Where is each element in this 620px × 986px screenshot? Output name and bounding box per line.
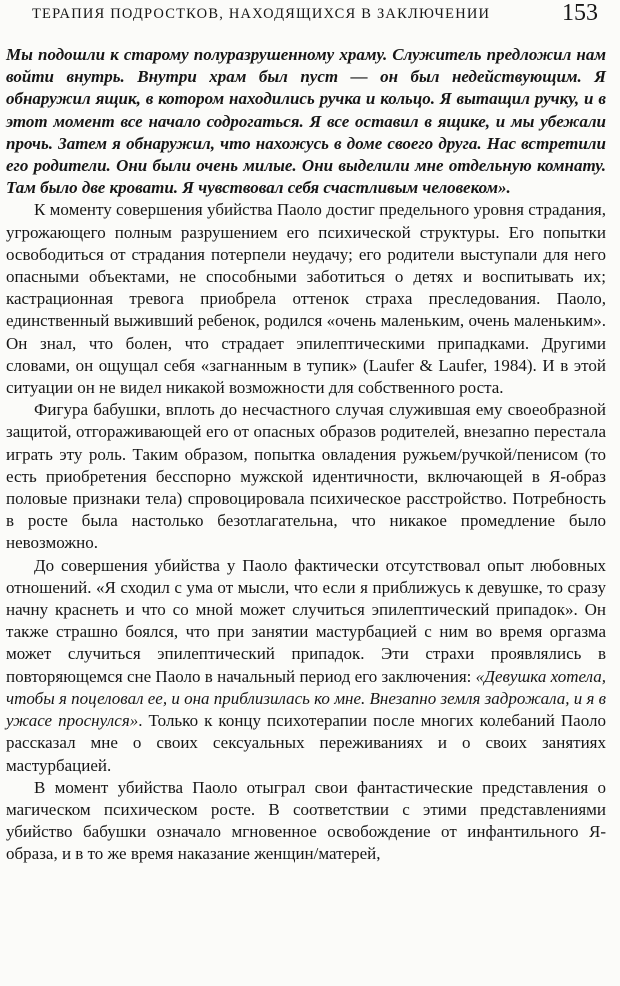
paragraph-2: К моменту совершения убийства Паоло достиг предельного уровня страдания, угрожающего полным разрушением его психической структуры. Его попытки освободиться от страдания потерпели неудачу; его родители выступали для него опасными объектами, не способными заботиться о детях и воспитывать их; кастрационная тревога приобрела оттенок страха преследования. Паоло, единственный выживший ребенок, родился «очень маленьким, очень маленьким». Он знал, что болен, что страдает эпилептическими припадками. Другими словами, он ощущал себя «загнанным в тупик» (Laufer & Laufer, 1984). И в этой ситуации он не видел никакой возможности для собственного роста. (6, 200, 606, 398)
paragraph-4 (6, 555, 606, 777)
body-text (6, 44, 606, 866)
paragraph-4-text-before: До совершения убийства у Паоло фактически отсутствовал опыт любовных отношений. «Я сходил с ума от мысли, что если я приближусь к девушке, то сразу начну краснеть и что со мной может случиться эпилептический припадок». Он также страшно боялся, что при занятии мастурбацией с ним во время оргазма может случиться эпилептический припадок. Эти страхи проявлялись в повторяющемся сне Паоло в начальный период его заключения: (6, 555, 606, 686)
paragraph-4-text-after: . Только к концу психотерапии после многих колебаний Паоло рассказал мне о своих сексуальных переживаниях и о своих занятиях мастурбацией. (6, 711, 606, 775)
paragraph-3: Фигура бабушки, вплоть до несчастного случая служившая ему своеобразной защитой, отгораживающей его от опасных образов родителей, внезапно перестала играть эту роль. Таким образом, попытка овладения ружьем/ручкой/пенисом (то есть приобретения бесспорно мужской идентичности, включающей в Я-образ половые признаки тела) спровоцировала психическое расстройство. Потребность в росте была настолько безотлагательна, что никакое промедление было невозможно. (6, 400, 606, 553)
dream-paragraph: Мы подошли к старому полуразрушенному храму. Служитель предложил нам войти внутрь. Внутри храм был пуст — он был недействующим. Я обнаружил ящик, в котором находились ручка и кольцо. Я вытащил ручку, и в этот момент все начало содрогаться. Я все оставил в ящике, и мы убежали прочь. Затем я обнаружил, что нахожусь в доме своего друга. Нас встретили его родители. Они были очень милые. Они выделили мне отдельную комнату. Там было две кровати. Я чувствовал себя счастливым человеком». (6, 45, 606, 198)
dream-quote: «Девушка хотела, чтобы я поцеловал ее, и она приблизилась ко мне. Внезапно земля задрожала, и я в ужасе проснулся» (6, 666, 606, 731)
page-header (6, 0, 606, 44)
paragraph-5: В момент убийства Паоло отыграл свои фантастические представления о магическом психическом росте. В соответствии с этими представлениями убийство бабушки означало мгновенное освобождение от инфантильного Я-образа, и в то же время наказание женщин/матерей, (6, 777, 606, 864)
page-number: 153 (562, 0, 598, 26)
running-head: ТЕРАПИЯ ПОДРОСТКОВ, НАХОДЯЩИХСЯ В ЗАКЛЮЧЕНИИ (32, 6, 491, 22)
